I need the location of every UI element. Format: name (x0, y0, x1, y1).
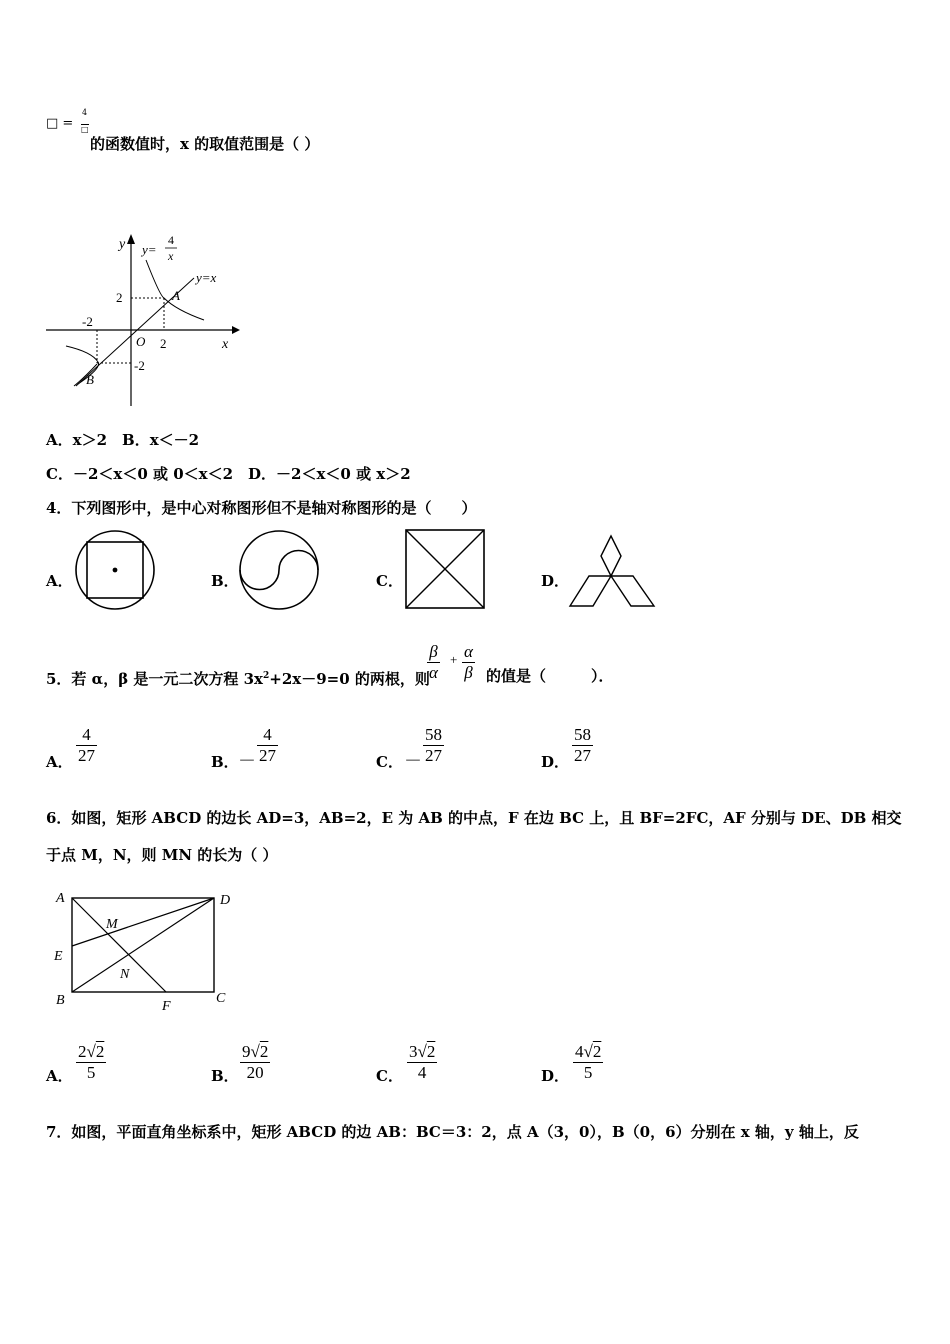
q3-graph (44, 228, 244, 410)
q3-tick-neg2-y: -2 (134, 358, 145, 373)
q6-option-a-radical-sign: √ (86, 1042, 96, 1061)
q6-option-b-label: B． (211, 1067, 239, 1085)
q6-label-f: F (162, 999, 171, 1014)
q3-point-b: B (86, 372, 94, 387)
q5-stem (46, 666, 430, 689)
q5-option-d-num: 58 (574, 725, 591, 744)
q6-option-a-frac (76, 1042, 106, 1083)
q5-option-d-label: D． (541, 753, 570, 771)
q6-option-c-label: C． (376, 1067, 403, 1085)
q3-y-axis-arrow (127, 234, 135, 244)
q3-line-label: y=x (196, 270, 217, 285)
q3-formula-den: □ (81, 125, 89, 134)
q4-option-d-label: D． (541, 572, 570, 590)
q3-curve-label-num: 4 (168, 233, 174, 247)
q4-option-a-label: A． (46, 572, 73, 590)
q3-x-label: x (222, 337, 229, 352)
q6-label-e: E (54, 949, 63, 964)
q5-stem-sup: 2 (263, 671, 270, 681)
q3-origin: O (136, 334, 146, 349)
q6-option-b-den: 20 (240, 1062, 270, 1083)
q4-figure-a (72, 528, 158, 612)
q6-stem-line-2: 于点 M，N，则 MN 的长为（ ） (46, 846, 278, 864)
q3-formula-num: 4 (82, 108, 88, 117)
q5-expr-frac-1 (427, 642, 440, 683)
q6-option-d-rad: 2 (592, 1042, 602, 1061)
q6-label-c: C (216, 991, 226, 1006)
q4-option-b-label: B． (211, 572, 239, 590)
q6-option-b-radical-sign: √ (250, 1042, 260, 1061)
q3-curve-label-den: x (168, 249, 174, 263)
q5-option-a-label: A． (46, 753, 73, 771)
q5-option-d-den: 27 (574, 746, 591, 765)
q6-option-a-label: A． (46, 1067, 73, 1085)
q7-stem: 7．如图，平面直角坐标系中，矩形 ABCD 的边 AB：BC＝3：2，点 A（3，0），B（0，6）分别在 x 轴，y 轴上，反 (46, 1123, 859, 1141)
q3-formula-lhs: □ = (46, 116, 74, 131)
q3-options-line-1: A．x＞2 B．x＜－2 (46, 431, 200, 449)
q6-stem-line-1: 6．如图，矩形 ABCD 的边长 AD=3，AB=2，E 为 AB 的中点，F 在边 BC 上，且 BF=2FC，AF 分别与 DE、DB 相交 (46, 809, 902, 827)
q6-option-c-den: 4 (407, 1062, 437, 1083)
q5-option-b-num: 4 (263, 725, 272, 744)
q5-option-c-sign: － (404, 751, 422, 771)
q6-label-d: D (220, 893, 231, 908)
q6-option-d-den: 5 (573, 1062, 603, 1083)
q5-option-b-den: 27 (259, 746, 276, 765)
q6-option-c-rad: 2 (426, 1042, 436, 1061)
q5-option-a-den: 27 (78, 746, 95, 765)
q6-option-a-rad: 2 (95, 1042, 105, 1061)
q5-option-d-frac (572, 725, 593, 766)
q6-label-n: N (120, 967, 130, 982)
q5-option-b-frac (257, 725, 278, 766)
q5-expr-plus: + (450, 652, 458, 667)
q6-option-b-rad: 2 (259, 1042, 269, 1061)
q6-option-a-den: 5 (76, 1062, 106, 1083)
q5-stem-pre: 5．若 α，β 是一元二次方程 3x (46, 670, 263, 688)
q3-stem: 的函数值时，x 的取值范围是（ ） (90, 135, 320, 153)
q5-option-c-num: 58 (425, 725, 442, 744)
q5-option-c-label: C． (376, 753, 403, 771)
q3-tick-2-x: 2 (160, 336, 167, 351)
q6-option-d-frac (573, 1042, 603, 1083)
q4-stem: 4．下列图形中，是中心对称图形但不是轴对称图形的是（ ） (46, 499, 477, 517)
q5-option-b-label: B． (211, 753, 239, 771)
q6-option-c-frac (407, 1042, 437, 1083)
q6-figure (48, 884, 248, 1014)
q6-option-a-coef: 2 (78, 1042, 87, 1061)
q6-option-d-radical-sign: √ (583, 1042, 593, 1061)
q3-curve-label: y= (142, 242, 157, 257)
q5-expr-frac-2 (462, 642, 475, 683)
q5-option-c-frac (423, 725, 444, 766)
q3-tick-neg2-x: -2 (82, 314, 93, 329)
q5-option-c-den: 27 (425, 746, 442, 765)
q4-figure-d (568, 532, 658, 610)
q5-option-b-sign: － (238, 751, 256, 771)
q3-point-a: A (172, 288, 180, 303)
q5-stem-post: 的值是（ ）． (486, 667, 614, 685)
q6-option-c-radical-sign: √ (417, 1042, 427, 1061)
q6-label-b: B (56, 993, 65, 1008)
q5-option-a-num: 4 (82, 725, 91, 744)
q3-options-line-2: C．－2＜x＜0 或 0＜x＜2 D．－2＜x＜0 或 x＞2 (46, 465, 411, 483)
q6-option-d-label: D． (541, 1067, 570, 1085)
q6-label-m: M (106, 917, 118, 932)
q3-x-axis-arrow (232, 326, 240, 334)
q6-option-b-coef: 9 (242, 1042, 251, 1061)
q6-option-d-coef: 4 (575, 1042, 584, 1061)
q5-option-a-frac (76, 725, 97, 766)
q3-y-label: y (119, 237, 126, 252)
q6-option-c-coef: 3 (409, 1042, 418, 1061)
q5-expr-num-1: β (429, 642, 438, 661)
q5-expr-den-1: α (429, 663, 438, 682)
q6-label-a: A (56, 891, 65, 906)
q5-expr-num-2: α (464, 642, 473, 661)
q5-expr-den-2: β (462, 662, 475, 683)
q4-figure-c (404, 528, 486, 610)
q3-tick-2-y: 2 (116, 290, 123, 305)
q4-option-c-label: C． (376, 572, 403, 590)
q6-option-b-frac (240, 1042, 270, 1083)
q5-stem-mid: +2x－9=0 的两根，则 (269, 670, 430, 688)
q4-figure-b (236, 528, 322, 612)
